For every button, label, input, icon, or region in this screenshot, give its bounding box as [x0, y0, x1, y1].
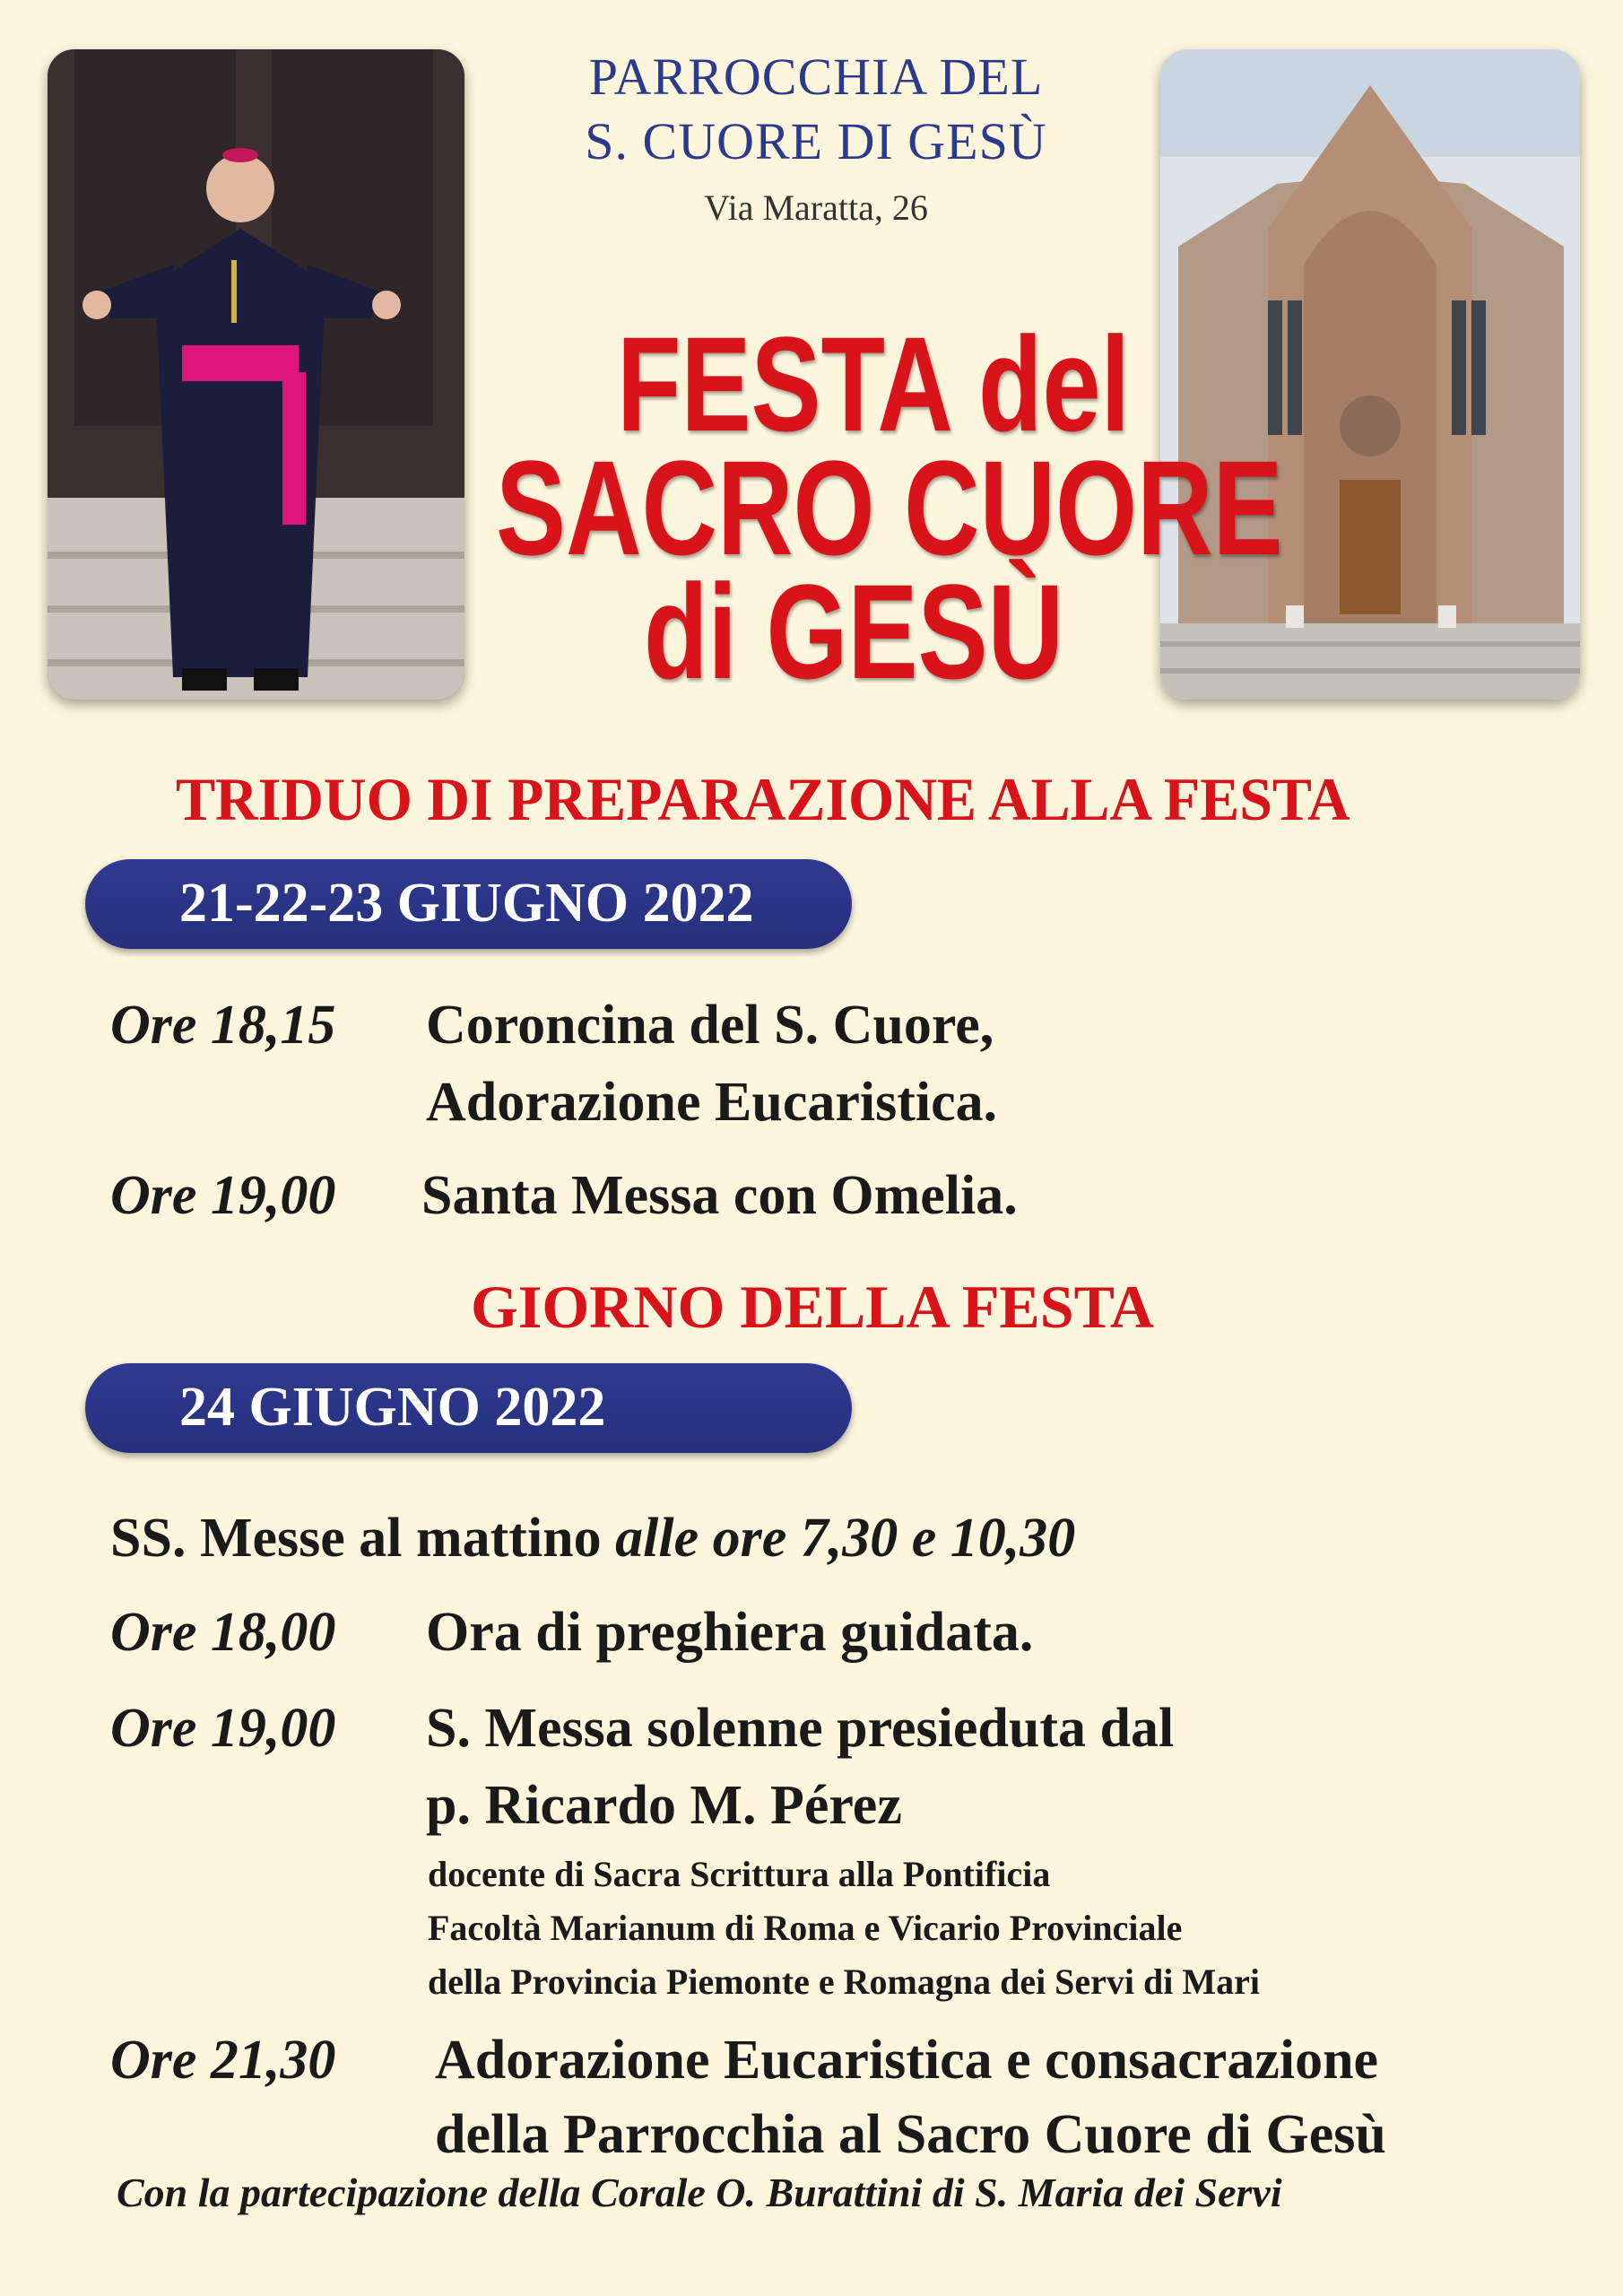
celebrant-note-line1: docente di Sacra Scrittura alla Pontificia: [428, 1854, 1051, 1894]
parish-name-line2: S. CUORE DI GESÙ: [585, 112, 1047, 170]
celebrant-note-line2: Facoltà Marianum di Roma e Vicario Provinciale: [428, 1908, 1183, 1948]
footer-note: Con la partecipazione della Corale O. Burattini di S. Maria dei Servi: [117, 2170, 1282, 2215]
church-photo: [1160, 49, 1580, 700]
triduo-item-1-line1: Coroncina del S. Cuore,: [426, 995, 994, 1056]
title-line3: di GESÙ: [644, 556, 1064, 707]
triduo-item-2-line1: Santa Messa con Omelia.: [421, 1165, 1018, 1226]
festa-item-3-line2: della Parrocchia al Sacro Cuore di Gesù: [435, 2104, 1386, 2165]
celebrant-note-line3: della Provincia Piemonte e Romagna dei Servi di Mari: [428, 1961, 1261, 2002]
festa-date: 24 GIUGNO 2022: [179, 1377, 606, 1438]
morning-masses-times: alle ore 7,30 e 10,30: [615, 1508, 1076, 1569]
morning-masses: [110, 1507, 1075, 1570]
festa-item-2-line2: p. Ricardo M. Pérez: [426, 1775, 902, 1836]
triduo-date: 21-22-23 GIUGNO 2022: [179, 873, 754, 934]
parish-address: Via Maratta, 26: [704, 187, 928, 228]
festa-date-banner: [85, 1363, 852, 1453]
parish-name-line1: PARROCCHIA DEL: [588, 48, 1044, 106]
title-line1: FESTA del: [617, 309, 1131, 459]
festa-time-1: Ore 18,00: [110, 1602, 336, 1663]
triduo-time-1: Ore 18,15: [110, 995, 336, 1056]
festa-time-3: Ore 21,30: [110, 2030, 336, 2091]
morning-masses-prefix: SS. Messe al mattino: [110, 1508, 602, 1569]
triduo-item-1-line2: Adorazione Eucaristica.: [426, 1072, 998, 1133]
triduo-time-2: Ore 19,00: [110, 1165, 336, 1226]
festa-heading: GIORNO DELLA FESTA: [471, 1273, 1155, 1341]
bishop-photo: [48, 49, 464, 700]
festa-item-2-line1: S. Messa solenne presieduta dal: [426, 1698, 1175, 1759]
triduo-heading: TRIDUO DI PREPARAZIONE ALLA FESTA: [176, 765, 1350, 833]
triduo-date-banner: [85, 859, 852, 949]
title-line2: SACRO CUORE: [496, 432, 1283, 583]
festa-item-1-line1: Ora di preghiera guidata.: [426, 1602, 1034, 1663]
festa-item-3-line1: Adorazione Eucaristica e consacrazione: [435, 2030, 1379, 2091]
festa-time-2: Ore 19,00: [110, 1698, 336, 1759]
